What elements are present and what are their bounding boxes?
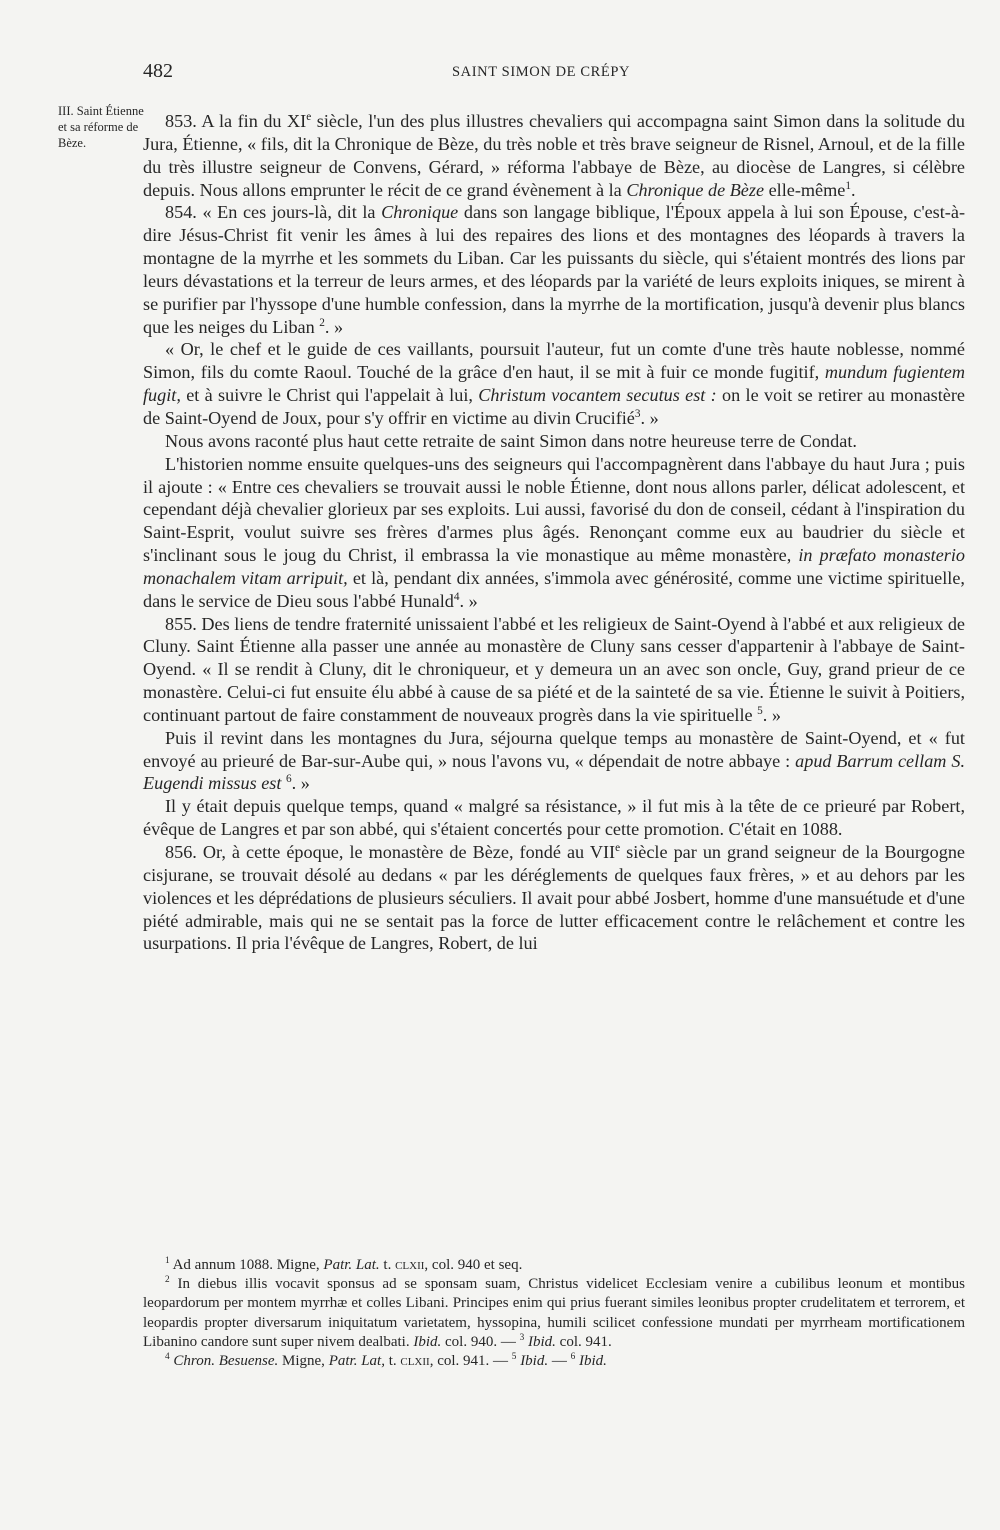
paragraph: Puis il revint dans les montagnes du Jura, séjourna quelque temps au monastère de Saint-Oyend, et « fut envoyé au prieuré de Bar-sur-Aube qui, » nous l'avons vu, « dépendait de notre abbaye : apud Barrum cellam S. Eugendi missus est $^6$. » xyxy=(143,727,965,794)
footnote-ref: 4 xyxy=(453,590,460,603)
footnote-ref: 3 xyxy=(634,407,641,420)
paragraph-853: 853. A la fin du XIe siècle, l'un des plus illustres chevaliers qui accompagna saint Simon dans la solitude du Jura, Étienne, « fils, dit la Chronique de Bèze, du très noble et très brave seigneur de Risnel, Arnoul, et de la fille du très illustre seigneur de Convens, Gérard, » réforma l'abbaye de Bèze, au diocèse de Langres, si célèbre depuis. Nous allons emprunter le récit de ce grand évènement à la Chronique de Bèze elle-même$^1$. xyxy=(143,110,965,200)
paragraph-856: 856. Or, à cette époque, le monastère de Bèze, fondé au VIIe siècle par un grand seigneur de la Bourgogne cisjurane, se trouvait désolé au dedans « par les déréglements de quelques faux frères, » et au dehors par les violences et les déprédations de plusieurs séculiers. Il avait pour abbé Josbert, homme d'une mansuétude et d'une piété admirable, mais qui ne se sentait pas la force de lutter efficacement contre le relâchement et contre les usurpations. Il pria l'évêque de Langres, Robert, de lui xyxy=(143,841,965,954)
paragraph: Il y était depuis quelque temps, quand « malgré sa résistance, » il fut mis à la tête de ce prieuré par Robert, évêque de Langres et par son abbé, qui s'étaient concertés pour cette promotion. C'était en 1088. xyxy=(143,796,965,840)
page-number: 482 xyxy=(143,60,173,82)
footnote-ref: 2 xyxy=(319,316,325,329)
footnote-4: $^4$ Chron. Besuense. Migne, Patr. Lat, t. clxii, col. 941. — $^5$ Ibid. — $^6$ Ibid. xyxy=(165,1352,607,1370)
paragraph: Nous avons raconté plus haut cette retraite de saint Simon dans notre heureuse terre de Condat. xyxy=(165,430,857,451)
paragraph: « Or, le chef et le guide de ces vaillants, poursuit l'auteur, fut un comte d'une très haute noblesse, nommé Simon, fils du comte Raoul. Touché de la grâce d'en haut, il se mit à fuir ce monde fugitif, mundum fugientem fugit, et à suivre le Christ qui l'appelait à lui, Christum vocantem secutus est : on le voit se retirer au monastère de Saint-Oyend de Joux, pour s'y offrir en victime au divin Crucifié$^3$. » xyxy=(143,339,966,428)
margin-note: III. Saint Étienne et sa réforme de Bèze. xyxy=(58,104,144,150)
footnote-2: $^2$ In diebus illis vocavit sponsus ad se sponsam suam, Christus videlicet Ecclesiam venire a cubilibus leonum et montibus leopardorum per montem myrrhæ et colles Libani. Principes enim qui prius fuerant similes leonibus propter crudelitatem et terrorem, et leopardis propter diversarum iniquitatum varietatem, hyssopina, humili scilicet confessione mundati per myrrheam mortificationem Libanino candore sunt super nivem dealbati. Ibid. col. 940. — $^3$ Ibid. col. 941. xyxy=(143,1275,965,1350)
footnote-ref: 6 xyxy=(285,773,292,786)
paragraph: L'historien nomme ensuite quelques-uns des seigneurs qui l'accompagnèrent dans l'abbaye du haut Jura ; puis il ajoute : « Entre ces chevaliers se trouvait aussi le noble Étienne, dont nous allons parler, délicat adolescent, et cependant déjà chevalier glorieux par ses exploits. Lui aussi, favorisé du don de conseil, cédant à l'inspiration du Saint-Esprit, voulut suivre ses frères d'armes plus âgés. Renonçant comme eux au baudrier du siècle et s'inclinant sous le joug du Christ, il embrassa la vie monastique au même monastère, in præfato monasterio monachalem vitam arripuit, et là, pendant dix années, s'immola avec générosité, comme une victime spirituelle, dans le service de Dieu sous l'abbé Hunald$^4$. » xyxy=(143,453,965,611)
paragraph-855: 855. Des liens de tendre fraternité unissaient l'abbé et les religieux de Saint-Oyend à l'abbé et aux religieux de Cluny. Saint Étienne alla passer une année au monastère de Cluny sans cesser d'appartenir à l'abbaye de Saint-Oyend. « Il se rendit à Cluny, dit le chroniqueur, et y demeura un an avec son oncle, Guy, grand prieur de ce monastère. Celui-ci fut ensuite élu abbé à cause de sa piété et de la sainteté de sa vie. Étienne le suivit à Poitiers, continuant partout de faire constamment de nouveaux progrès dans la vie spirituelle $^5$. » xyxy=(143,613,965,725)
footnote-1: $^1$ Ad annum 1088. Migne, Patr. Lat. t. clxii, col. 940 et seq. xyxy=(165,1256,523,1273)
running-title: SAINT SIMON DE CRÉPY xyxy=(452,64,631,80)
paragraph-854: 854. « En ces jours-là, dit la Chronique dans son langage biblique, l'Époux appela à lui son Épouse, c'est-à-dire Jésus-Christ fit venir les âmes à lui des repaires des lions et des montagnes des léopards à travers la montagne de la myrrhe et les sommets du Liban. Car les puissants du siècle, qui s'étaient montrés des lions par leurs dévastations et la terreur de leurs armes, et des léopards par la variété de leurs exploits iniques, se mirent à se purifier par l'hyssope d'une humble confession, dans la myrrhe de la mortification, jusqu'à devenir plus blancs que les neiges du Liban $^2$. » xyxy=(143,202,965,337)
footnote-ref: 5 xyxy=(757,704,763,717)
body-text xyxy=(143,110,965,955)
footnote-ref: 1 xyxy=(845,179,851,192)
footnotes xyxy=(143,1256,965,1371)
